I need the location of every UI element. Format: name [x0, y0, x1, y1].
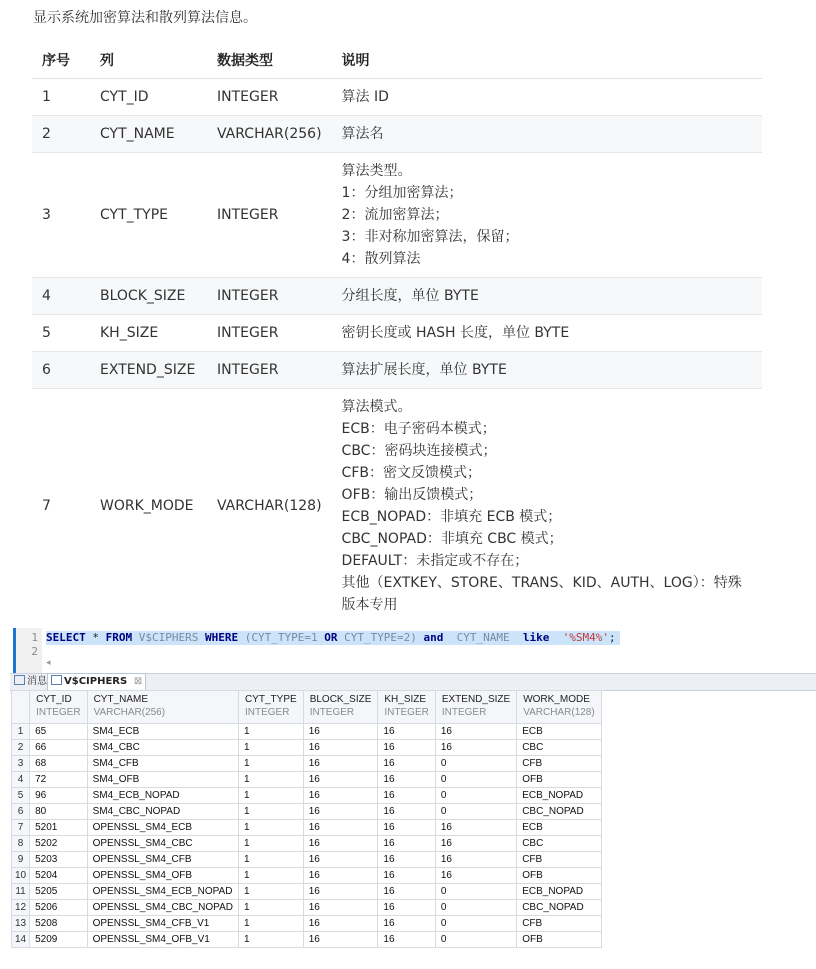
cell-description	[332, 116, 762, 153]
horizontal-scrollbar[interactable]	[46, 658, 816, 670]
message-icon	[14, 675, 25, 685]
cell-description	[332, 79, 762, 116]
description-line: 3：非对称加密算法，保留；	[341, 229, 519, 245]
doc-table-row	[32, 389, 762, 624]
description-line: ECB：电子密码本模式；	[341, 421, 496, 437]
result-tab-bar	[10, 673, 816, 691]
column-name: WORK_MODE	[523, 694, 590, 705]
grid-row[interactable]	[12, 740, 602, 756]
grid-cell[interactable]: 1	[239, 804, 304, 820]
cell-datatype: VARCHAR(128)	[207, 389, 332, 624]
cell-datatype: INTEGER	[207, 315, 332, 352]
grid-header-row	[12, 691, 602, 724]
grid-cell[interactable]: 16	[378, 916, 435, 932]
grid-cell[interactable]: 1	[239, 852, 304, 868]
column-type: INTEGER	[245, 707, 290, 718]
grid-cell[interactable]: 16	[378, 724, 435, 740]
grid-cell[interactable]: 65	[30, 724, 87, 740]
grid-cell[interactable]: CBC_NOPAD	[517, 900, 602, 916]
grid-cell[interactable]: 16	[303, 852, 378, 868]
grid-cell[interactable]: 16	[303, 900, 378, 916]
row-number: 10	[12, 868, 30, 884]
cell-no: 1	[32, 79, 90, 116]
grid-column-header[interactable]	[239, 691, 304, 724]
grid-row[interactable]	[12, 868, 602, 884]
grid-cell[interactable]: 1	[239, 868, 304, 884]
grid-cell[interactable]: 16	[303, 724, 378, 740]
grid-row[interactable]	[12, 820, 602, 836]
grid-cell[interactable]: CFB	[517, 756, 602, 772]
grid-cell[interactable]: OFB	[517, 932, 602, 948]
grid-cell[interactable]: 1	[239, 820, 304, 836]
grid-cell[interactable]: ECB_NOPAD	[517, 884, 602, 900]
grid-cell[interactable]: 16	[303, 916, 378, 932]
grid-cell[interactable]: 16	[303, 740, 378, 756]
tab-messages[interactable]	[11, 674, 50, 690]
grid-cell[interactable]: 1	[239, 740, 304, 756]
grid-icon	[51, 675, 62, 685]
sql-query-line[interactable]	[46, 631, 620, 645]
grid-row[interactable]	[12, 884, 602, 900]
grid-cell[interactable]: OPENSSL_SM4_ECB_NOPAD	[87, 884, 238, 900]
grid-cell[interactable]: CBC_NOPAD	[517, 804, 602, 820]
description-line: ECB_NOPAD：非填充 ECB 模式；	[341, 509, 562, 525]
row-number: 9	[12, 852, 30, 868]
grid-cell[interactable]: 0	[435, 900, 516, 916]
description-line: 算法扩展长度，单位 BYTE	[341, 362, 507, 378]
column-name: CYT_ID	[36, 694, 72, 705]
grid-cell[interactable]: 16	[378, 932, 435, 948]
grid-cell[interactable]: 16	[303, 804, 378, 820]
grid-cell[interactable]: 16	[303, 884, 378, 900]
grid-column-header[interactable]	[303, 691, 378, 724]
line-number: 2	[31, 645, 38, 658]
grid-column-header[interactable]	[435, 691, 516, 724]
row-number: 13	[12, 916, 30, 932]
grid-cell[interactable]: 72	[30, 772, 87, 788]
grid-cell[interactable]: 16	[378, 852, 435, 868]
cell-description	[332, 315, 762, 352]
grid-cell[interactable]: ECB_NOPAD	[517, 788, 602, 804]
column-type: VARCHAR(128)	[523, 707, 595, 718]
description-line: 算法类型。	[341, 163, 412, 179]
description-line: 算法名	[341, 126, 384, 142]
grid-row[interactable]	[12, 932, 602, 948]
grid-row[interactable]	[12, 772, 602, 788]
grid-cell[interactable]: 16	[378, 836, 435, 852]
grid-cell[interactable]: 16	[378, 868, 435, 884]
column-name: CYT_TYPE	[245, 694, 297, 705]
grid-cell[interactable]: 16	[435, 740, 516, 756]
grid-cell[interactable]: OFB	[517, 868, 602, 884]
sql-token: FROM	[105, 631, 133, 644]
grid-cell[interactable]: 1	[239, 932, 304, 948]
row-number-header	[12, 691, 30, 724]
description-line: 2：流加密算法；	[341, 207, 449, 223]
grid-cell[interactable]: 16	[303, 836, 378, 852]
grid-cell[interactable]: 1	[239, 836, 304, 852]
header-column: 列	[90, 42, 207, 79]
grid-cell[interactable]: OPENSSL_SM4_CFB_V1	[87, 916, 238, 932]
cell-description	[332, 352, 762, 389]
grid-cell[interactable]: 5203	[30, 852, 87, 868]
description-line: 4：散列算法	[341, 251, 421, 267]
row-number: 2	[12, 740, 30, 756]
cell-column: BLOCK_SIZE	[90, 278, 207, 315]
grid-row[interactable]	[12, 724, 602, 740]
row-number: 1	[12, 724, 30, 740]
sql-token: *	[85, 631, 106, 644]
sql-editor[interactable]	[13, 628, 816, 673]
grid-row[interactable]	[12, 836, 602, 852]
grid-cell[interactable]: 1	[239, 756, 304, 772]
description-line: 算法模式。	[341, 399, 412, 415]
grid-cell[interactable]: OFB	[517, 772, 602, 788]
grid-cell[interactable]: 16	[303, 756, 378, 772]
cell-description	[332, 389, 762, 624]
grid-row[interactable]	[12, 852, 602, 868]
doc-table-row	[32, 153, 762, 278]
grid-cell[interactable]: 5201	[30, 820, 87, 836]
sql-token: (CYT_TYPE=1	[238, 631, 325, 644]
cell-column: CYT_TYPE	[90, 153, 207, 278]
line-number: 1	[31, 631, 38, 644]
grid-cell[interactable]: 96	[30, 788, 87, 804]
grid-cell[interactable]: 0	[435, 756, 516, 772]
sql-token: CYT_NAME	[443, 631, 523, 644]
row-number: 14	[12, 932, 30, 948]
sql-token: like	[522, 631, 550, 644]
grid-cell[interactable]: CFB	[517, 916, 602, 932]
doc-table-row	[32, 116, 762, 153]
cell-column: WORK_MODE	[90, 389, 207, 624]
grid-cell[interactable]: 16	[303, 820, 378, 836]
grid-cell[interactable]: 5206	[30, 900, 87, 916]
cell-datatype: INTEGER	[207, 352, 332, 389]
description-line: 分组长度，单位 BYTE	[341, 288, 479, 304]
description-line: CBC：密码块连接模式；	[341, 443, 497, 459]
grid-cell[interactable]: 0	[435, 772, 516, 788]
tab-messages-label: 消息	[27, 676, 47, 687]
grid-cell[interactable]: 66	[30, 740, 87, 756]
grid-cell[interactable]: 16	[435, 868, 516, 884]
cell-no: 5	[32, 315, 90, 352]
cell-column: KH_SIZE	[90, 315, 207, 352]
sql-token: OR	[324, 631, 338, 644]
grid-cell[interactable]: 16	[435, 820, 516, 836]
intro-text: 显示系统加密算法和散列算法信息。	[33, 10, 257, 26]
scroll-left-icon[interactable]: ◂	[46, 658, 51, 668]
tab-result-label: V$CIPHERS	[64, 676, 128, 687]
column-type: INTEGER	[441, 707, 487, 718]
doc-table-row	[32, 278, 762, 315]
grid-cell[interactable]: SM4_ECB	[87, 724, 238, 740]
cell-datatype: INTEGER	[207, 278, 332, 315]
column-type: INTEGER	[309, 707, 355, 718]
grid-cell[interactable]: 16	[303, 932, 378, 948]
description-line: CFB：密文反馈模式；	[341, 465, 481, 481]
sql-token: and	[423, 631, 444, 644]
grid-cell[interactable]: 16	[303, 772, 378, 788]
grid-column-header[interactable]	[517, 691, 602, 724]
grid-cell[interactable]: 16	[378, 788, 435, 804]
row-number: 6	[12, 804, 30, 820]
grid-cell[interactable]: 16	[435, 836, 516, 852]
header-datatype: 数据类型	[207, 42, 332, 79]
column-type: INTEGER	[36, 707, 81, 718]
cell-column: CYT_NAME	[90, 116, 207, 153]
grid-cell[interactable]: 16	[303, 868, 378, 884]
column-type: VARCHAR(256)	[93, 707, 166, 718]
column-type: INTEGER	[384, 707, 429, 718]
grid-cell[interactable]: OPENSSL_SM4_CBC_NOPAD	[87, 900, 238, 916]
description-line: DEFAULT：未指定或不存在；	[341, 553, 529, 569]
cell-no: 7	[32, 389, 90, 624]
grid-cell[interactable]: CFB	[517, 852, 602, 868]
column-description-table	[32, 42, 762, 623]
grid-cell[interactable]: CBC	[517, 836, 602, 852]
grid-cell[interactable]: 16	[435, 724, 516, 740]
grid-cell[interactable]: OPENSSL_SM4_OFB	[87, 868, 238, 884]
grid-cell[interactable]: 1	[239, 772, 304, 788]
row-number: 4	[12, 772, 30, 788]
grid-cell[interactable]: 16	[378, 884, 435, 900]
row-number: 11	[12, 884, 30, 900]
grid-cell[interactable]: SM4_CBC	[87, 740, 238, 756]
cell-column: EXTEND_SIZE	[90, 352, 207, 389]
sql-token: ;	[609, 631, 616, 644]
grid-row[interactable]	[12, 804, 602, 820]
grid-cell[interactable]: 5209	[30, 932, 87, 948]
grid-cell[interactable]: SM4_CBC_NOPAD	[87, 804, 238, 820]
grid-cell[interactable]: 16	[303, 788, 378, 804]
grid-cell[interactable]: 5208	[30, 916, 87, 932]
cell-no: 6	[32, 352, 90, 389]
grid-row[interactable]	[12, 788, 602, 804]
grid-cell[interactable]: 1	[239, 900, 304, 916]
grid-cell[interactable]: 5202	[30, 836, 87, 852]
cell-datatype: INTEGER	[207, 79, 332, 116]
grid-cell[interactable]: OPENSSL_SM4_ECB	[87, 820, 238, 836]
cell-datatype: INTEGER	[207, 153, 332, 278]
grid-row[interactable]	[12, 916, 602, 932]
sql-token: SELECT	[46, 631, 86, 644]
line-number-gutter	[16, 628, 42, 673]
description-line: CBC_NOPAD：非填充 CBC 模式；	[341, 531, 563, 547]
cell-no: 3	[32, 153, 90, 278]
description-line: 密钥长度或 HASH 长度，单位 BYTE	[341, 325, 570, 341]
header-description: 说明	[332, 42, 762, 79]
grid-cell[interactable]: ECB	[517, 724, 602, 740]
cell-no: 2	[32, 116, 90, 153]
grid-cell[interactable]: SM4_OFB	[87, 772, 238, 788]
column-name: KH_SIZE	[384, 694, 427, 705]
grid-cell[interactable]: OPENSSL_SM4_CBC	[87, 836, 238, 852]
grid-cell[interactable]: 5204	[30, 868, 87, 884]
grid-cell[interactable]: CBC	[517, 740, 602, 756]
sql-token: '%SM4%'	[549, 631, 610, 644]
row-number: 3	[12, 756, 30, 772]
grid-cell[interactable]: 68	[30, 756, 87, 772]
grid-cell[interactable]: 1	[239, 916, 304, 932]
column-name: EXTEND_SIZE	[441, 694, 511, 705]
cell-description	[332, 153, 762, 278]
doc-table-row	[32, 79, 762, 116]
doc-table-row	[32, 315, 762, 352]
grid-cell[interactable]: 16	[378, 900, 435, 916]
grid-cell[interactable]: ECB	[517, 820, 602, 836]
grid-cell[interactable]: 16	[378, 772, 435, 788]
grid-column-header[interactable]	[30, 691, 87, 724]
row-number: 5	[12, 788, 30, 804]
grid-cell[interactable]: 0	[435, 932, 516, 948]
grid-cell[interactable]: 16	[435, 852, 516, 868]
grid-column-header[interactable]	[87, 691, 238, 724]
grid-cell[interactable]: 16	[378, 804, 435, 820]
description-line: 版本专用	[341, 597, 398, 613]
cell-column: CYT_ID	[90, 79, 207, 116]
grid-cell[interactable]: 16	[378, 820, 435, 836]
cell-no: 4	[32, 278, 90, 315]
description-line: 1：分组加密算法；	[341, 185, 463, 201]
cell-description	[332, 278, 762, 315]
header-no: 序号	[32, 42, 90, 79]
grid-cell[interactable]: 16	[378, 740, 435, 756]
description-line: 其他（EXTKEY、STORE、TRANS、KID、AUTH、LOG）：特殊	[341, 575, 742, 591]
grid-cell[interactable]: 5205	[30, 884, 87, 900]
row-number: 8	[12, 836, 30, 852]
grid-cell[interactable]: 1	[239, 884, 304, 900]
grid-cell[interactable]: 0	[435, 804, 516, 820]
grid-row[interactable]	[12, 756, 602, 772]
grid-cell[interactable]: OPENSSL_SM4_OFB_V1	[87, 932, 238, 948]
sql-token: WHERE	[204, 631, 239, 644]
description-line: OFB：输出反馈模式；	[341, 487, 483, 503]
grid-cell[interactable]: 1	[239, 724, 304, 740]
grid-cell[interactable]: 0	[435, 884, 516, 900]
cell-datatype: VARCHAR(256)	[207, 116, 332, 153]
result-grid[interactable]	[11, 690, 602, 948]
sql-token: CYT_TYPE=2)	[337, 631, 424, 644]
doc-table-row	[32, 352, 762, 389]
column-name: CYT_NAME	[93, 694, 149, 705]
grid-row[interactable]	[12, 900, 602, 916]
grid-cell[interactable]: 1	[239, 788, 304, 804]
sql-token: V$CIPHERS	[132, 631, 205, 644]
grid-cell[interactable]: 0	[435, 788, 516, 804]
grid-cell[interactable]: SM4_CFB	[87, 756, 238, 772]
grid-column-header[interactable]	[378, 691, 435, 724]
grid-cell[interactable]: OPENSSL_SM4_CFB	[87, 852, 238, 868]
doc-header-row	[32, 42, 762, 79]
grid-cell[interactable]: 80	[30, 804, 87, 820]
row-number: 12	[12, 900, 30, 916]
column-name: BLOCK_SIZE	[309, 694, 372, 705]
tab-result-vciphers[interactable]	[47, 673, 146, 690]
grid-cell[interactable]: 0	[435, 916, 516, 932]
grid-cell[interactable]: 16	[378, 756, 435, 772]
description-line: 算法 ID	[341, 89, 389, 105]
grid-cell[interactable]: SM4_ECB_NOPAD	[87, 788, 238, 804]
close-tab-icon[interactable]: ⊠	[133, 676, 143, 687]
row-number: 7	[12, 820, 30, 836]
